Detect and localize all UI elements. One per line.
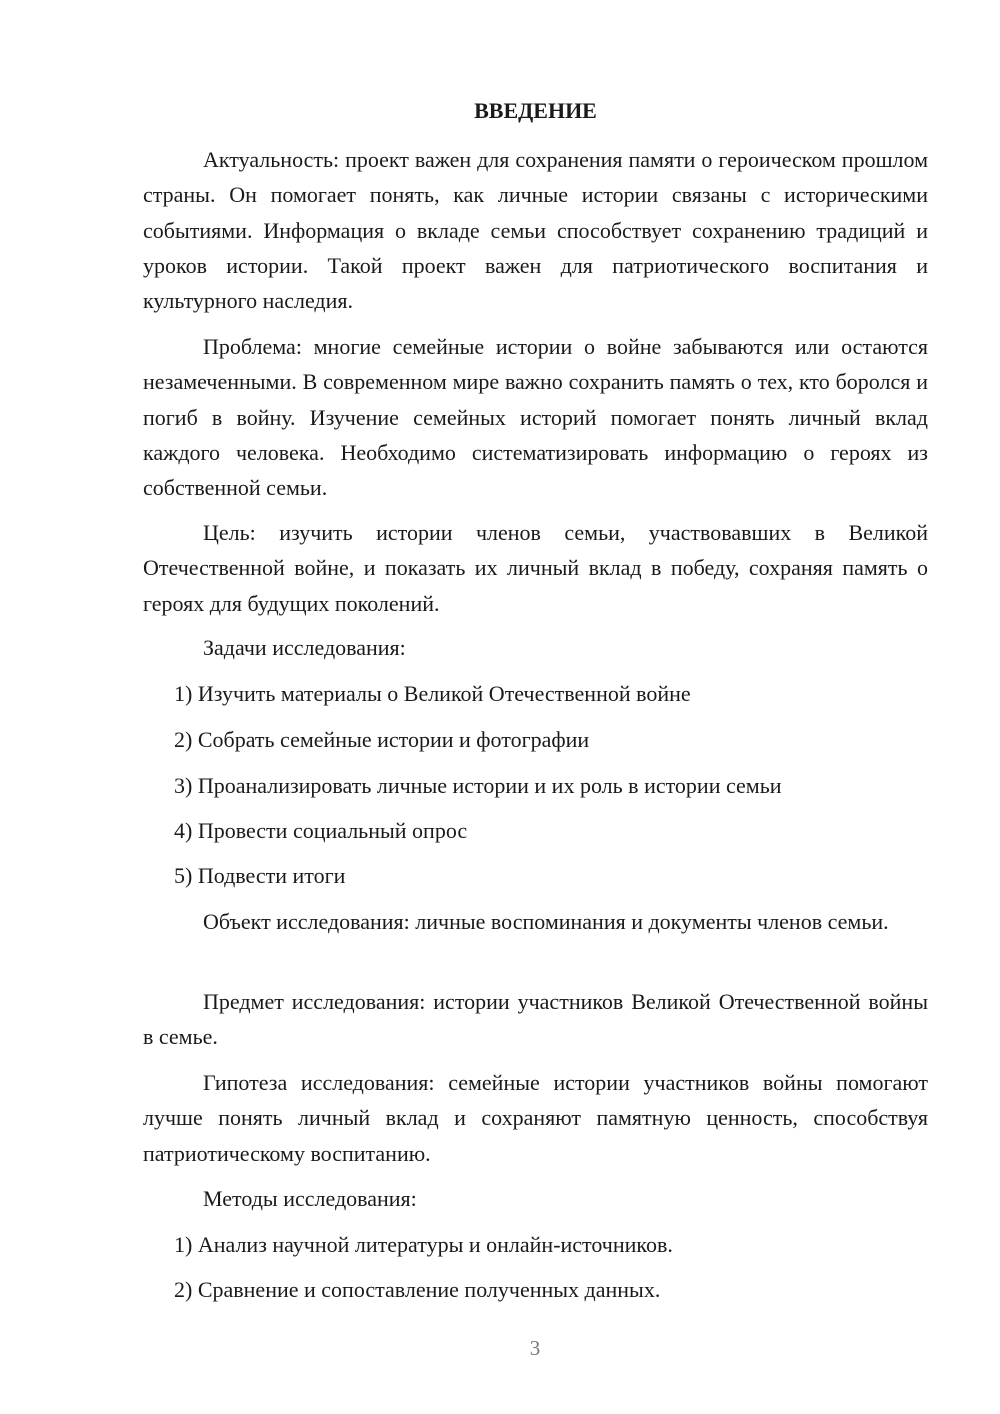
- method-item: 1) Анализ научной литературы и онлайн-источников.: [174, 1232, 673, 1257]
- task-item: 1) Изучить материалы о Великой Отечественной войне: [174, 681, 691, 706]
- relevance-paragraph: Актуальность: проект важен для сохранения памяти о героическом прошлом страны. Он помогает понять, как личные истории связаны с историческими событиями. Информация о вкладе семьи способствует сохранению традиций и уроков истории. Такой проект важен для патриотического воспитания и культурного наследия.: [143, 147, 928, 314]
- problem-paragraph: Проблема: многие семейные истории о войне забываются или остаются незамеченными. В современном мире важно сохранить память о тех, кто боролся и погиб в войну. Изучение семейных историй помогает понять личный вклад каждого человека. Необходимо систематизировать информацию о героях из собственной семьи.: [143, 334, 928, 501]
- task-item: 2) Собрать семейные истории и фотографии: [174, 727, 590, 752]
- tasks-heading: Задачи исследования:: [203, 635, 406, 660]
- page-title: ВВЕДЕНИЕ: [474, 98, 597, 123]
- task-item: 5) Подвести итоги: [174, 863, 346, 888]
- task-item: 4) Провести социальный опрос: [174, 818, 468, 843]
- method-item: 2) Сравнение и сопоставление полученных данных.: [174, 1277, 661, 1302]
- subject-paragraph: Предмет исследования: истории участников Великой Отечественной войны в семье.: [143, 989, 928, 1050]
- methods-heading: Методы исследования:: [203, 1186, 417, 1211]
- hypothesis-paragraph: Гипотеза исследования: семейные истории участников войны помогают лучше понять личный вклад и сохраняют памятную ценность, способствуя патриотическому воспитанию.: [143, 1070, 928, 1166]
- object-paragraph: Объект исследования: личные воспоминания и документы членов семьи.: [203, 909, 889, 934]
- task-item: 3) Проанализировать личные истории и их роль в истории семьи: [174, 773, 782, 798]
- page-number: 3: [529, 1336, 541, 1360]
- goal-paragraph: Цель: изучить истории членов семьи, участвовавших в Великой Отечественной войне, и показать их личный вклад в победу, сохраняя память о героях для будущих поколений.: [143, 520, 928, 616]
